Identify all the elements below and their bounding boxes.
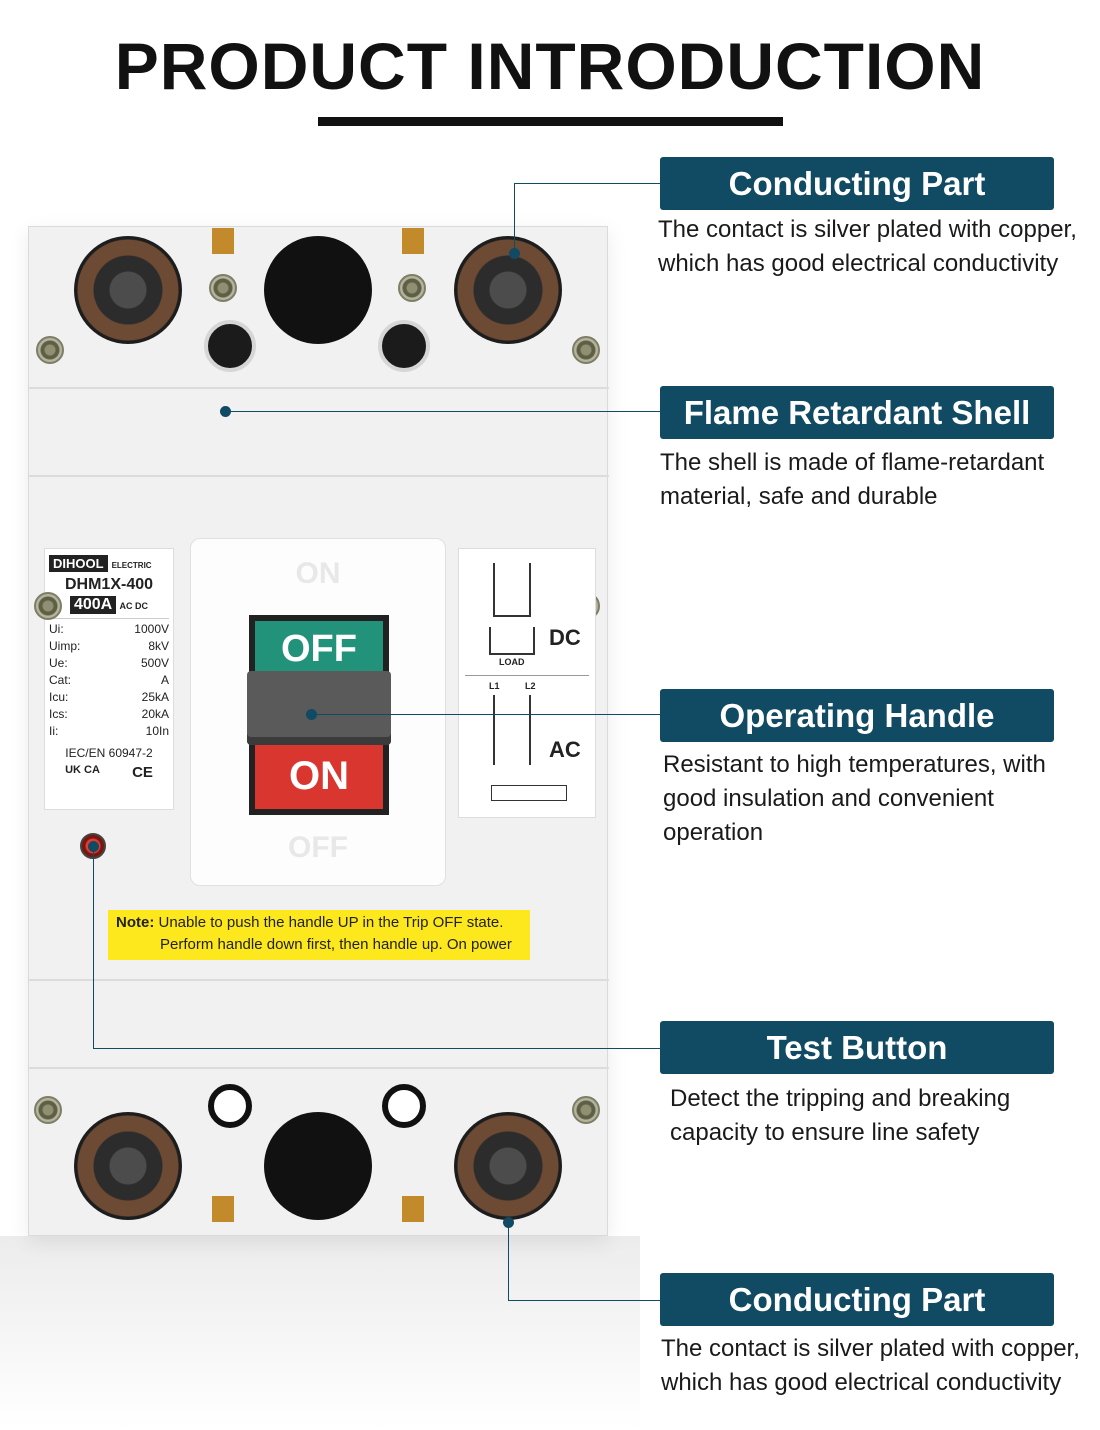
callout-text-conducting-top: The contact is silver plated with copper, which has good electrical conductivity [658,216,1077,277]
note-heading: Note: [116,914,155,931]
note-label [108,910,530,960]
page-title: PRODUCT INTRODUCTION [114,29,986,103]
callout-dot [306,709,317,720]
spec-row: Ue: 500V [49,656,169,670]
off-indicator: OFF [255,621,383,677]
screw-icon [398,274,426,302]
diagram-line [493,563,495,617]
leader-line [514,183,660,184]
l2-label: L2 [525,681,536,691]
standard-code: IEC/EN 60947-2 [65,746,153,760]
leader-line [514,183,515,253]
leader-line [508,1222,509,1300]
spec-row: Ics: 20kA [49,707,169,721]
spec-row: Ui: 1000V [49,622,169,636]
dc-label: DC [549,625,581,650]
leader-line [226,411,660,412]
ce-mark: CE [132,764,153,781]
leader-line [93,1048,660,1049]
callout-dot [220,406,231,417]
callout-heading-test: Test Button [660,1021,1054,1074]
note-line-1: Unable to push the handle UP in the Trip OFF state. [158,914,504,931]
screw-access-hole [378,320,430,372]
l1-label: L1 [489,681,500,691]
callout-heading-conducting-bottom: Conducting Part [660,1273,1054,1326]
spec-row: Ii: 10In [49,724,169,738]
handle-frame [190,538,446,886]
terminal-slot [402,228,424,254]
callout-dot [503,1217,514,1228]
diagram-line [529,563,531,617]
screw-access-hole [382,1084,426,1128]
diagram-line [533,627,535,655]
callout-heading-handle: Operating Handle [660,689,1054,742]
terminal-slot [212,1196,234,1222]
terminal-hole-top-middle [264,236,372,344]
panel-seam [29,1067,609,1069]
callout-text-handle: Resistant to high temperatures, with good insulation and convenient operation [663,751,1046,846]
ac-label: AC [549,737,581,762]
certification-marks [49,764,169,781]
screw-icon [36,336,64,364]
terminal-bottom-right [454,1112,562,1220]
terminal-hole-bottom-middle [264,1112,372,1220]
ghost-off-text: OFF [288,831,348,864]
ukca-mark: UK CA [65,764,100,776]
model-number: DHM1X-400 [64,576,154,593]
diagram-line [493,695,495,765]
diagram-line [493,615,531,617]
callout-text-test: Detect the tripping and breaking capacity to ensure line safety [670,1085,1011,1146]
handle-window [249,615,389,815]
panel-seam [29,979,609,981]
ghost-on-text: ON [295,557,341,590]
wiring-diagram [458,548,596,818]
panel-seam [29,475,609,477]
rating-label-plate [44,548,174,810]
terminal-top-right [454,236,562,344]
panel-seam [29,387,609,389]
callout-heading-shell: Flame Retardant Shell [660,386,1054,439]
load-label: LOAD [499,657,525,667]
screw-icon [209,274,237,302]
spec-row: Uimp: 8kV [49,639,169,653]
leader-line [312,714,660,715]
spec-row: Icu: 25kA [49,690,169,704]
screw-icon [34,592,62,620]
diagram-line [489,653,535,655]
leader-line [508,1300,660,1301]
callout-text-shell: The shell is made of flame-retardant material, safe and durable [660,449,1045,510]
spec-list [49,618,169,740]
screw-access-hole [204,320,256,372]
floor-shadow [0,1236,640,1430]
brand-logo: DIHOOL [49,555,108,572]
on-indicator: ON [255,743,383,809]
title-underline [318,117,783,126]
diagram-divider [465,675,589,676]
callout-dot [88,841,99,852]
leader-line [93,846,94,1048]
diagram-box [491,785,567,801]
terminal-slot [402,1196,424,1222]
callout-text-conducting-bottom: The contact is silver plated with copper, which has good electrical conductivity [661,1335,1080,1396]
operating-handle-lever[interactable] [247,671,391,745]
current-rating: 400A [70,596,116,614]
callout-heading-conducting-top: Conducting Part [660,157,1054,210]
current-type: AC DC [119,601,149,611]
spec-row: Cat: A [49,673,169,687]
screw-icon [34,1096,62,1124]
terminal-bottom-left [74,1112,182,1220]
terminal-slot [212,228,234,254]
screw-access-hole [208,1084,252,1128]
screw-icon [572,336,600,364]
terminal-top-left [74,236,182,344]
note-line-2: Perform handle down first, then handle up. On power [160,936,512,953]
callout-dot [509,248,520,259]
brand-subtitle: ELECTRIC [111,561,152,570]
screw-icon [572,1096,600,1124]
diagram-line [489,627,491,655]
diagram-line [529,695,531,765]
